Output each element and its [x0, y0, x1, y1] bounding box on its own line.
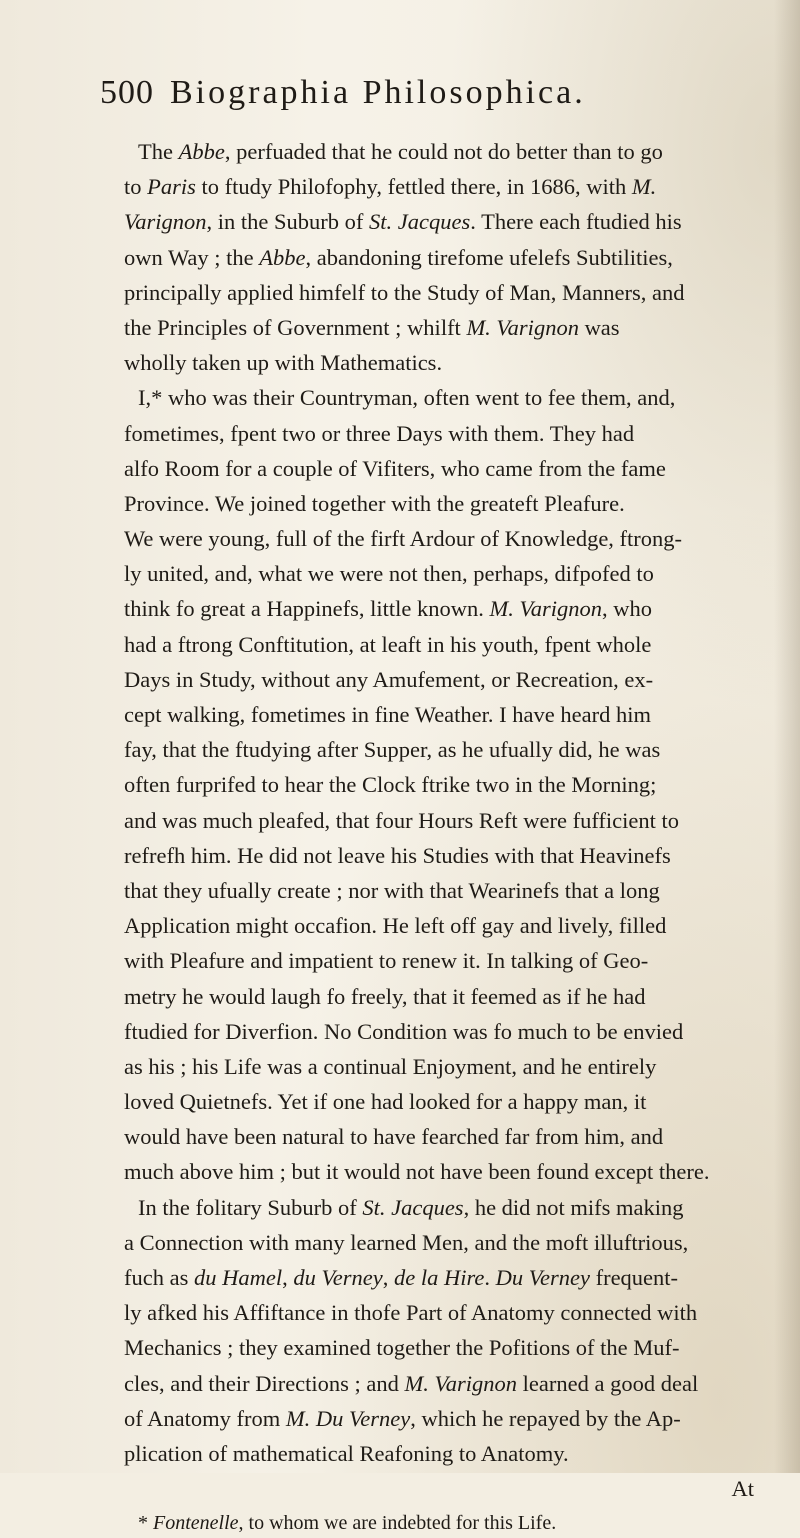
text-segment: think fo great a Happinefs, little known.	[124, 596, 490, 622]
text-line	[124, 169, 784, 204]
italic-segment: du Verney	[293, 1265, 383, 1290]
text-segment: In the folitary Suburb of	[138, 1194, 363, 1220]
text-segment: the Principles of Government ; whilft	[124, 314, 467, 340]
text-line	[124, 275, 784, 310]
text-line	[124, 1366, 784, 1401]
footnote-text: , to whom we are indebted for this Life.	[238, 1512, 557, 1535]
text-segment: The	[138, 139, 179, 164]
text-line	[124, 908, 784, 943]
text-segment: and was much pleafed, that four Hours Reft were fufficient to	[124, 807, 680, 833]
text-segment: a Connection with many learned Men, and the moft illuftrious,	[124, 1229, 689, 1255]
text-segment: as his ; his Life was a continual Enjoyment, and he entirely	[124, 1053, 657, 1079]
text-segment: alfo Room for a couple of Vifiters, who came from the fame	[124, 455, 666, 481]
text-segment: to	[124, 174, 148, 200]
text-segment: cept walking, fometimes in fine Weather. I have heard him	[124, 702, 651, 727]
text-line	[124, 1260, 784, 1295]
italic-segment: Abbe	[178, 139, 225, 164]
text-line	[124, 979, 784, 1014]
text-segment: would have been natural to have fearched far from him, and	[124, 1124, 664, 1150]
footnote	[124, 1508, 784, 1538]
text-line	[124, 380, 784, 415]
text-segment: .	[484, 1265, 496, 1290]
text-line	[124, 697, 784, 732]
text-segment: , abandoning tirefome ufelefs Subtilities,	[305, 244, 673, 270]
text-line	[124, 591, 784, 626]
text-line	[124, 662, 784, 697]
text-segment: was	[578, 314, 620, 340]
text-line	[124, 1295, 784, 1330]
text-segment: fuch as	[124, 1265, 194, 1290]
text-line	[124, 1190, 784, 1225]
text-segment: frequent-	[589, 1265, 679, 1290]
text-segment: , who	[602, 596, 653, 622]
text-segment: Days in Study, without any Amufement, or Recreation, ex-	[124, 666, 654, 692]
text-line	[124, 838, 784, 873]
body-text	[124, 134, 784, 1538]
text-segment: Application might occafion. He left off gay and lively, filled	[124, 913, 667, 939]
text-line	[124, 451, 784, 486]
italic-segment: M. Varignon	[489, 596, 603, 622]
text-line	[124, 1330, 784, 1365]
italic-segment: Paris	[147, 174, 196, 200]
text-segment: ,	[382, 1265, 394, 1290]
text-line	[124, 627, 784, 662]
text-line	[124, 1119, 784, 1154]
italic-segment: Varignon	[124, 209, 207, 235]
text-line	[124, 204, 784, 239]
text-line	[124, 1225, 784, 1260]
italic-segment: St. Jacques	[362, 1194, 464, 1220]
text-segment: own Way ; the	[124, 244, 260, 270]
text-segment: ftudied for Diverfion. No Condition was fo much to be envied	[124, 1018, 684, 1044]
text-line	[124, 521, 784, 556]
italic-segment: M.	[631, 174, 657, 200]
text-line	[124, 943, 784, 978]
text-line	[124, 1049, 784, 1084]
text-segment: refrefh him. He did not leave his Studies with that Heavinefs	[124, 842, 671, 868]
text-segment: wholly taken up with Mathematics.	[124, 350, 443, 376]
text-segment: ,	[282, 1265, 294, 1290]
italic-segment: de la Hire	[393, 1265, 485, 1290]
text-lines	[124, 134, 784, 1471]
page-number: 500	[100, 74, 154, 111]
text-segment: . There each ftudied his	[470, 209, 682, 235]
text-line	[124, 803, 784, 838]
text-segment: fometimes, fpent two or three Days with them. They had	[124, 420, 635, 446]
text-line	[124, 1436, 784, 1471]
text-segment: to ftudy Philofophy, fettled there, in 1686, with	[195, 174, 632, 200]
text-segment: , perfuaded that he could not do better than to go	[224, 139, 663, 164]
text-segment: plication of mathematical Reafoning to Anatomy.	[124, 1440, 569, 1466]
text-line	[124, 486, 784, 521]
italic-segment: Du Verney	[495, 1265, 590, 1290]
text-segment: much above him ; but it would not have been found except there.	[124, 1159, 710, 1185]
text-segment: often furprifed to hear the Clock ftrike two in the Morning;	[124, 772, 657, 798]
text-line	[124, 134, 784, 169]
text-segment: Mechanics ; they examined together the Pofitions of the Muf-	[124, 1335, 680, 1361]
italic-segment: M. Varignon	[404, 1370, 518, 1396]
text-line	[124, 767, 784, 802]
text-segment: Province. We joined together with the greateft Pleafure.	[124, 490, 625, 516]
italic-segment: du Hamel	[193, 1265, 283, 1290]
text-segment: loved Quietnefs. Yet if one had looked for a happy man, it	[124, 1089, 647, 1115]
text-segment: ly afked his Affiftance in thofe Part of Anatomy connected with	[124, 1300, 698, 1326]
text-line	[124, 556, 784, 591]
running-title: Biographia Philosophica.	[170, 74, 586, 111]
text-segment: We were young, full of the firft Ardour of Knowledge, ftrong-	[124, 526, 683, 552]
italic-segment: M. Du Verney	[285, 1405, 411, 1431]
text-line	[124, 416, 784, 451]
text-line	[124, 1084, 784, 1119]
text-segment: learned a good deal	[517, 1370, 699, 1396]
text-segment: principally applied himfelf to the Study of Man, Manners, and	[124, 279, 685, 305]
text-line	[124, 1401, 784, 1436]
text-segment: that they ufually create ; nor with that Wearinefs that a long	[124, 877, 660, 903]
text-segment: cles, and their Directions ; and	[124, 1370, 405, 1396]
catchword: At	[731, 1476, 754, 1502]
footnote-name: Fontenelle	[153, 1512, 239, 1535]
text-segment: , which he repayed by the Ap-	[410, 1405, 681, 1431]
running-header	[100, 74, 740, 112]
text-line	[124, 1154, 784, 1189]
italic-segment: Abbe	[259, 244, 306, 270]
italic-segment: St. Jacques	[369, 209, 471, 235]
italic-segment: M. Varignon	[466, 314, 579, 340]
text-segment: ly united, and, what we were not then, perhaps, difpofed to	[124, 561, 654, 587]
text-segment: I,* who was their Countryman, often went to fee them, and,	[138, 385, 676, 411]
text-line	[124, 310, 784, 345]
text-segment: metry he would laugh fo freely, that it feemed as if he had	[124, 983, 646, 1009]
text-segment: fay, that the ftudying after Supper, as he ufually did, he was	[124, 737, 661, 763]
text-segment: of Anatomy from	[124, 1405, 286, 1431]
text-line	[124, 1014, 784, 1049]
text-segment: had a ftrong Conftitution, at leaft in his youth, fpent whole	[124, 631, 652, 657]
text-line	[124, 345, 784, 380]
footnote-mark: *	[138, 1512, 148, 1535]
text-segment: , in the Suburb of	[206, 209, 370, 235]
text-segment: , he did not mifs making	[463, 1194, 684, 1220]
text-line	[124, 873, 784, 908]
text-line	[124, 732, 784, 767]
text-segment: with Pleafure and impatient to renew it. In talking of Geo-	[124, 948, 649, 974]
text-line	[124, 240, 784, 275]
